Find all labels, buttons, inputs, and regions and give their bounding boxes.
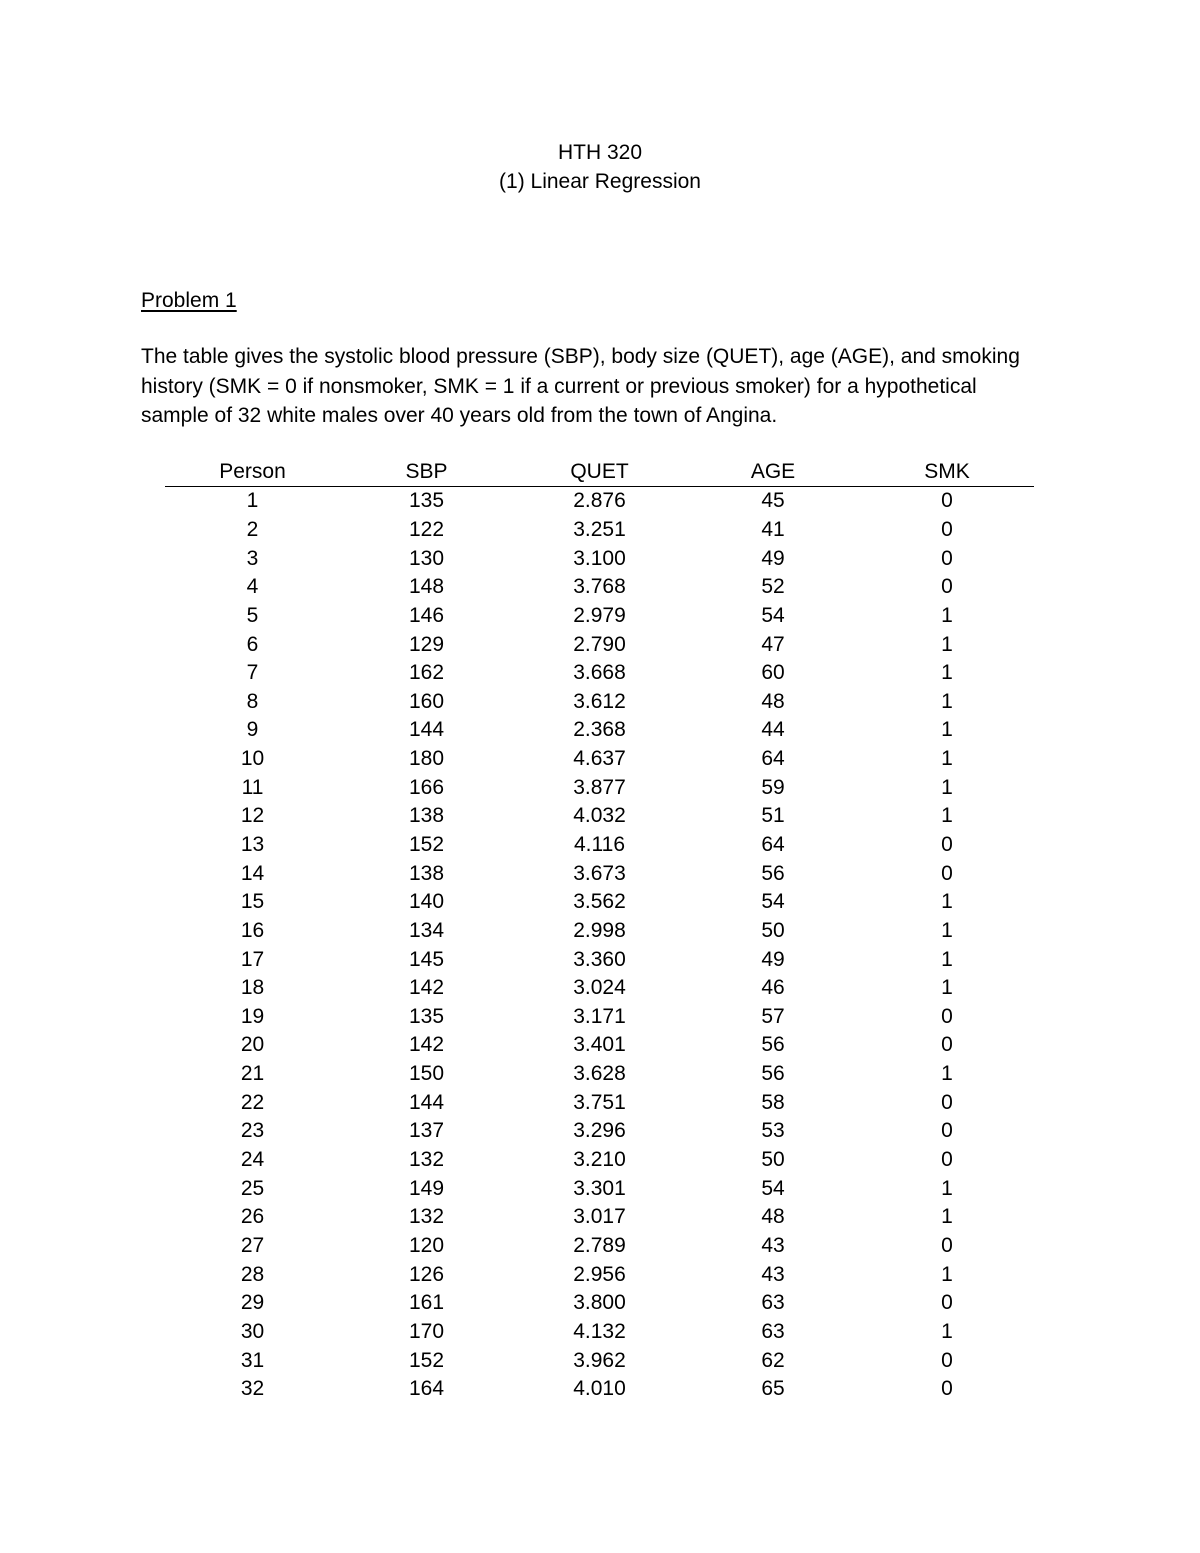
- cell-sbp: 135: [408, 1004, 445, 1028]
- table-row: [165, 1318, 1034, 1347]
- cell-age: 49: [761, 546, 785, 570]
- table-row: [165, 1117, 1034, 1146]
- cell-person: 24: [240, 1148, 265, 1172]
- cell-smk: 1: [941, 718, 953, 742]
- table-row: [165, 773, 1034, 802]
- table-row: [165, 1203, 1034, 1232]
- cell-person: 10: [240, 747, 265, 771]
- cell-person: 25: [240, 1176, 265, 1200]
- cell-smk: 0: [941, 546, 953, 570]
- cell-person: 19: [240, 1004, 265, 1028]
- course-title: HTH 320: [557, 141, 643, 164]
- cell-person: 5: [246, 603, 259, 627]
- cell-person: 27: [240, 1233, 265, 1257]
- table-body: [165, 487, 1034, 1404]
- cell-person: 23: [240, 1119, 265, 1143]
- table-row: [165, 716, 1034, 745]
- table-row: [165, 1375, 1034, 1404]
- table-row: [165, 687, 1034, 716]
- document-title: [0, 138, 1200, 196]
- table-row: [165, 831, 1034, 860]
- cell-sbp: 170: [408, 1319, 445, 1343]
- cell-quet: 3.612: [573, 689, 626, 713]
- column-header-sbp: SBP: [340, 458, 513, 487]
- table-row: [165, 573, 1034, 602]
- cell-age: 59: [761, 775, 785, 799]
- cell-quet: 4.010: [573, 1377, 626, 1401]
- cell-age: 50: [761, 918, 785, 942]
- cell-person: 9: [246, 718, 259, 742]
- cell-person: 32: [240, 1377, 265, 1401]
- cell-smk: 1: [941, 603, 953, 627]
- cell-age: 63: [761, 1291, 785, 1315]
- cell-person: 11: [241, 775, 264, 799]
- table-row: [165, 1088, 1034, 1117]
- cell-age: 60: [761, 661, 785, 685]
- cell-person: 8: [246, 689, 259, 713]
- cell-quet: 3.100: [573, 546, 626, 570]
- cell-quet: 3.673: [573, 861, 626, 885]
- cell-age: 54: [761, 890, 785, 914]
- column-header-quet: QUET: [513, 458, 686, 487]
- cell-smk: 1: [941, 918, 953, 942]
- table-row: [165, 1174, 1034, 1203]
- cell-sbp: 144: [408, 1090, 445, 1114]
- table-row: [165, 1232, 1034, 1261]
- cell-age: 57: [761, 1004, 785, 1028]
- cell-smk: 1: [941, 1062, 953, 1086]
- cell-quet: 3.751: [573, 1090, 626, 1114]
- cell-person: 7: [246, 661, 259, 685]
- cell-age: 48: [761, 689, 785, 713]
- cell-smk: 0: [941, 1033, 953, 1057]
- cell-age: 56: [761, 861, 785, 885]
- description-line: history (SMK = 0 if nonsmoker, SMK = 1 if a current or previous smoker) for a hypothetical: [141, 374, 977, 398]
- cell-sbp: 142: [408, 976, 445, 1000]
- cell-age: 43: [761, 1262, 785, 1286]
- cell-person: 14: [240, 861, 265, 885]
- table-header-row: [165, 458, 1034, 487]
- cell-smk: 1: [941, 632, 953, 656]
- cell-person: 12: [240, 804, 265, 828]
- cell-age: 46: [761, 976, 785, 1000]
- cell-sbp: 161: [408, 1291, 445, 1315]
- cell-age: 56: [761, 1033, 785, 1057]
- cell-quet: 3.962: [573, 1348, 626, 1372]
- data-table: [165, 458, 1034, 1404]
- cell-quet: 4.132: [573, 1319, 626, 1343]
- cell-sbp: 142: [408, 1033, 445, 1057]
- cell-smk: 1: [941, 947, 953, 971]
- cell-age: 43: [761, 1233, 785, 1257]
- cell-person: 21: [240, 1062, 265, 1086]
- cell-person: 15: [240, 890, 265, 914]
- cell-age: 56: [761, 1062, 785, 1086]
- table-row: [165, 487, 1034, 516]
- cell-sbp: 122: [408, 517, 445, 541]
- table-row: [165, 1260, 1034, 1289]
- table-row: [165, 1060, 1034, 1089]
- cell-age: 45: [761, 489, 785, 513]
- cell-age: 49: [761, 947, 785, 971]
- cell-age: 52: [761, 575, 785, 599]
- cell-smk: 0: [941, 1348, 953, 1372]
- cell-quet: 3.251: [573, 517, 626, 541]
- table-row: [165, 630, 1034, 659]
- cell-smk: 0: [941, 833, 953, 856]
- cell-age: 64: [761, 747, 785, 771]
- cell-sbp: 132: [408, 1148, 445, 1172]
- cell-person: 29: [240, 1291, 265, 1315]
- problem-heading: Problem 1: [141, 289, 237, 312]
- cell-smk: 0: [941, 1291, 953, 1315]
- cell-smk: 0: [941, 861, 953, 885]
- cell-quet: 3.401: [573, 1033, 626, 1057]
- cell-sbp: 144: [408, 718, 445, 742]
- cell-person: 3: [246, 546, 259, 570]
- cell-smk: 0: [941, 1090, 953, 1114]
- table-row: [165, 802, 1034, 831]
- cell-sbp: 164: [408, 1377, 445, 1401]
- cell-smk: 0: [941, 1119, 953, 1143]
- cell-person: 28: [240, 1262, 265, 1286]
- cell-person: 2: [246, 517, 259, 541]
- cell-quet: 3.562: [573, 890, 626, 914]
- cell-quet: 3.628: [573, 1062, 626, 1086]
- cell-age: 51: [761, 804, 785, 828]
- cell-sbp: 138: [408, 804, 445, 828]
- cell-smk: 1: [941, 689, 953, 713]
- cell-person: 22: [240, 1090, 265, 1114]
- cell-quet: 4.637: [573, 747, 626, 771]
- cell-quet: 3.360: [573, 947, 626, 971]
- cell-quet: 4.116: [574, 833, 625, 856]
- cell-smk: 1: [941, 1262, 953, 1286]
- cell-age: 48: [761, 1205, 785, 1229]
- cell-age: 64: [761, 833, 785, 856]
- cell-age: 54: [761, 1176, 785, 1200]
- cell-smk: 1: [941, 804, 953, 828]
- cell-smk: 1: [941, 890, 953, 914]
- cell-smk: 0: [941, 1377, 953, 1401]
- cell-quet: 2.876: [573, 489, 626, 513]
- table-row: [165, 1289, 1034, 1318]
- cell-smk: 1: [941, 1319, 953, 1343]
- table-row: [165, 917, 1034, 946]
- table-row: [165, 602, 1034, 631]
- cell-quet: 3.024: [573, 976, 626, 1000]
- cell-smk: 0: [941, 489, 953, 513]
- cell-age: 63: [761, 1319, 785, 1343]
- cell-person: 1: [246, 489, 259, 513]
- cell-sbp: 148: [408, 575, 445, 599]
- cell-sbp: 149: [408, 1176, 445, 1200]
- cell-sbp: 146: [408, 603, 445, 627]
- cell-sbp: 135: [408, 489, 445, 513]
- cell-sbp: 150: [408, 1062, 445, 1086]
- cell-person: 20: [240, 1033, 265, 1057]
- cell-quet: 3.668: [573, 661, 626, 685]
- cell-smk: 1: [941, 976, 953, 1000]
- cell-quet: 3.171: [573, 1004, 626, 1028]
- cell-person: 4: [246, 575, 259, 599]
- table-row: [165, 1003, 1034, 1032]
- table-row: [165, 659, 1034, 688]
- cell-quet: 2.998: [573, 918, 626, 942]
- table-row: [165, 1031, 1034, 1060]
- cell-quet: 3.768: [573, 575, 626, 599]
- cell-sbp: 140: [408, 890, 445, 914]
- cell-sbp: 132: [408, 1205, 445, 1229]
- column-header-person: Person: [165, 458, 340, 487]
- cell-smk: 1: [941, 775, 953, 799]
- cell-quet: 3.296: [573, 1119, 626, 1143]
- cell-sbp: 180: [408, 747, 445, 771]
- cell-sbp: 126: [408, 1262, 445, 1286]
- cell-sbp: 137: [408, 1119, 445, 1143]
- cell-person: 31: [240, 1348, 265, 1372]
- table-row: [165, 945, 1034, 974]
- cell-smk: 1: [941, 747, 953, 771]
- cell-smk: 0: [941, 575, 953, 599]
- cell-age: 65: [761, 1377, 785, 1401]
- column-header-age: AGE: [686, 458, 860, 487]
- cell-sbp: 162: [408, 661, 445, 685]
- table-row: [165, 1146, 1034, 1175]
- description-line: sample of 32 white males over 40 years old from the town of Angina.: [141, 404, 778, 427]
- cell-sbp: 166: [408, 775, 445, 799]
- description-line: The table gives the systolic blood pressure (SBP), body size (QUET), age (AGE), and smoking: [141, 345, 1020, 368]
- cell-smk: 0: [941, 1233, 953, 1257]
- cell-sbp: 134: [408, 918, 445, 942]
- cell-quet: 3.301: [573, 1176, 626, 1200]
- cell-age: 50: [761, 1148, 785, 1172]
- table-row: [165, 745, 1034, 774]
- cell-smk: 0: [941, 1148, 953, 1172]
- problem-description: [141, 342, 1041, 431]
- cell-quet: 4.032: [573, 804, 626, 828]
- cell-quet: 2.368: [573, 718, 626, 742]
- cell-age: 47: [761, 632, 785, 656]
- table-row: [165, 516, 1034, 545]
- cell-age: 44: [761, 718, 785, 742]
- cell-sbp: 152: [408, 1348, 445, 1372]
- cell-quet: 3.877: [573, 775, 626, 799]
- table-row: [165, 974, 1034, 1003]
- cell-person: 18: [240, 976, 265, 1000]
- cell-quet: 3.210: [573, 1148, 626, 1172]
- cell-sbp: 138: [408, 861, 445, 885]
- cell-smk: 0: [941, 517, 953, 541]
- table-row: [165, 888, 1034, 917]
- cell-person: 13: [240, 833, 265, 856]
- cell-age: 54: [761, 603, 785, 627]
- cell-sbp: 129: [408, 632, 445, 656]
- cell-age: 41: [761, 517, 785, 541]
- cell-smk: 1: [941, 661, 953, 685]
- cell-smk: 1: [941, 1176, 953, 1200]
- cell-quet: 2.790: [573, 632, 626, 656]
- table-row: [165, 859, 1034, 888]
- cell-sbp: 145: [408, 947, 445, 971]
- column-header-smk: SMK: [860, 458, 1034, 487]
- cell-smk: 1: [941, 1205, 953, 1229]
- cell-sbp: 160: [408, 689, 445, 713]
- cell-age: 58: [761, 1090, 785, 1114]
- cell-quet: 3.800: [573, 1291, 626, 1315]
- table-row: [165, 544, 1034, 573]
- cell-person: 26: [240, 1205, 265, 1229]
- cell-smk: 0: [941, 1004, 953, 1028]
- cell-quet: 2.789: [573, 1233, 626, 1257]
- cell-quet: 2.956: [573, 1262, 626, 1286]
- cell-quet: 2.979: [573, 603, 626, 627]
- cell-person: 6: [246, 632, 259, 656]
- cell-sbp: 120: [408, 1233, 445, 1257]
- cell-person: 30: [240, 1319, 265, 1343]
- cell-age: 62: [761, 1348, 785, 1372]
- cell-quet: 3.017: [573, 1205, 626, 1229]
- cell-person: 17: [240, 947, 265, 971]
- cell-sbp: 152: [408, 833, 445, 856]
- cell-age: 53: [761, 1119, 785, 1143]
- document-subtitle: (1) Linear Regression: [499, 170, 701, 193]
- cell-person: 16: [240, 918, 265, 942]
- cell-sbp: 130: [408, 546, 445, 570]
- table-row: [165, 1346, 1034, 1375]
